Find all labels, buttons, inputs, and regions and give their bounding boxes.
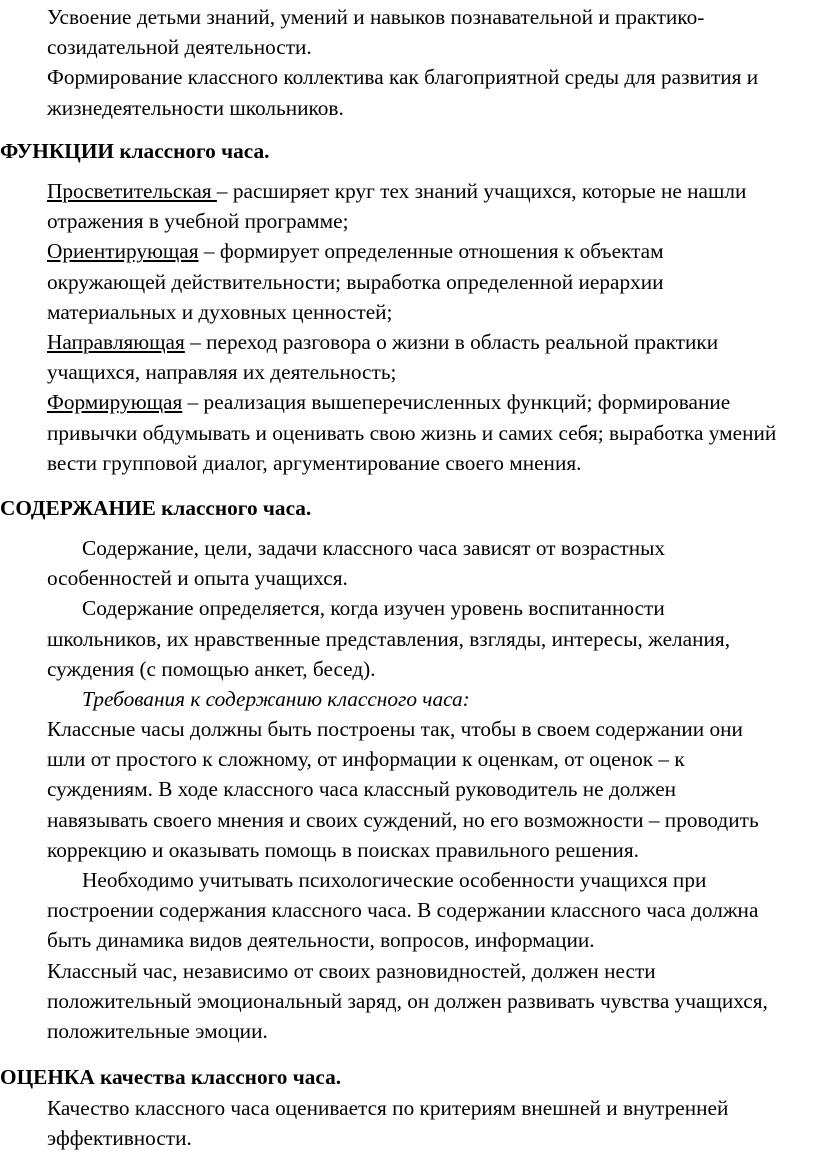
function-term-enlightening: Просветительская [47,179,217,203]
function-term-orienting: Ориентирующая [47,239,199,264]
paragraph-line: положительный эмоциональный заряд, он должен развивать чувства учащихся, [47,988,768,1013]
function-item-line: Ориентирующая – формирует определенные отношения к объектам [47,239,664,264]
content-paragraph-3 [47,714,768,1046]
content-heading [0,493,311,523]
function-item-line: отражения в учебной программе; [47,209,349,234]
functions-heading-rest: классного часа. [114,139,270,163]
function-item-line: вести групповой диалог, аргументирование своего мнения. [47,450,582,475]
paragraph-line: быть динамика видов деятельности, вопросов, информации. [47,928,595,953]
function-term-directing: Направляющая [47,330,185,355]
paragraph-line: положительные эмоции. [47,1019,268,1044]
function-item-line: окружающей действительности; выработка определенной иерархии [47,269,664,294]
paragraph-line: Необходимо учитывать психологические особенности учащихся при [82,868,707,893]
function-item-line: Просветительская – расширяет круг тех знаний учащихся, которые не нашли [47,179,747,203]
intro-line: жизнедеятельности школьников. [47,95,344,120]
intro-line: созидательной деятельности. [47,35,312,60]
paragraph-line: суждениям. В ходе классного часа классный руководитель не должен [47,777,677,802]
paragraph-line: эффективности. [47,1126,192,1151]
paragraph-line: Классные часы должны быть построены так, чтобы в своем содержании они [47,717,743,741]
intro-paragraph [47,2,758,123]
function-item-line: Формирующая – реализация вышеперечисленных функций; формирование [47,390,731,415]
function-item-line: учащихся, направляя их деятельность; [47,360,397,385]
content-paragraph-1 [47,533,730,714]
requirements-title: Требования к содержанию классного часа: [82,687,470,712]
functions-heading [0,136,270,166]
paragraph-line: коррекцию и оказывать помощь в поисках правильного решения. [47,837,639,862]
paragraph-line: Содержание определяется, когда изучен уровень воспитанности [82,596,665,621]
intro-line: Формирование классного коллектива как благоприятной среды для развития и [47,65,759,90]
function-term-forming: Формирующая [47,390,183,415]
paragraph-line: Качество классного часа оценивается по критериям внешней и внутренней [47,1096,729,1120]
paragraph-line: построении содержания классного часа. В содержании классного часа должна [47,898,759,923]
paragraph-line: особенностей и опыта учащихся. [47,566,348,591]
functions-heading-keyword: ФУНКЦИИ [0,139,115,163]
paragraph-line: шли от простого к сложному, от информации к оценкам, от оценок – к [47,747,685,772]
function-item-line: привычки обдумывать и оценивать свою жизнь и самих себя; выработка умений [47,420,777,445]
functions-list [47,176,776,478]
paragraph-line: школьников, их нравственные представления, взгляды, интересы, желания, [47,626,731,651]
paragraph-line: Содержание, цели, задачи классного часа зависят от возрастных [82,536,666,560]
evaluation-heading-keyword: ОЦЕНКА [0,1065,95,1089]
evaluation-heading [0,1062,341,1092]
function-item-line: Направляющая – переход разговора о жизни в область реальной практики [47,330,719,355]
paragraph-line: Классный час, независимо от своих разновидностей, должен нести [47,958,656,983]
function-item-line: материальных и духовных ценностей; [47,299,393,324]
intro-line: Усвоение детьми знаний, умений и навыков познавательной и практико- [47,5,705,29]
evaluation-heading-rest: качества классного часа. [94,1065,342,1089]
content-heading-keyword: СОДЕРЖАНИЕ [0,496,156,520]
evaluation-paragraph [47,1093,728,1153]
content-heading-rest: классного часа. [155,496,312,520]
paragraph-line: навязывать своего мнения и своих суждений, но его возможности – проводить [47,807,759,832]
paragraph-line: суждения (с помощью анкет, бесед). [47,656,376,681]
